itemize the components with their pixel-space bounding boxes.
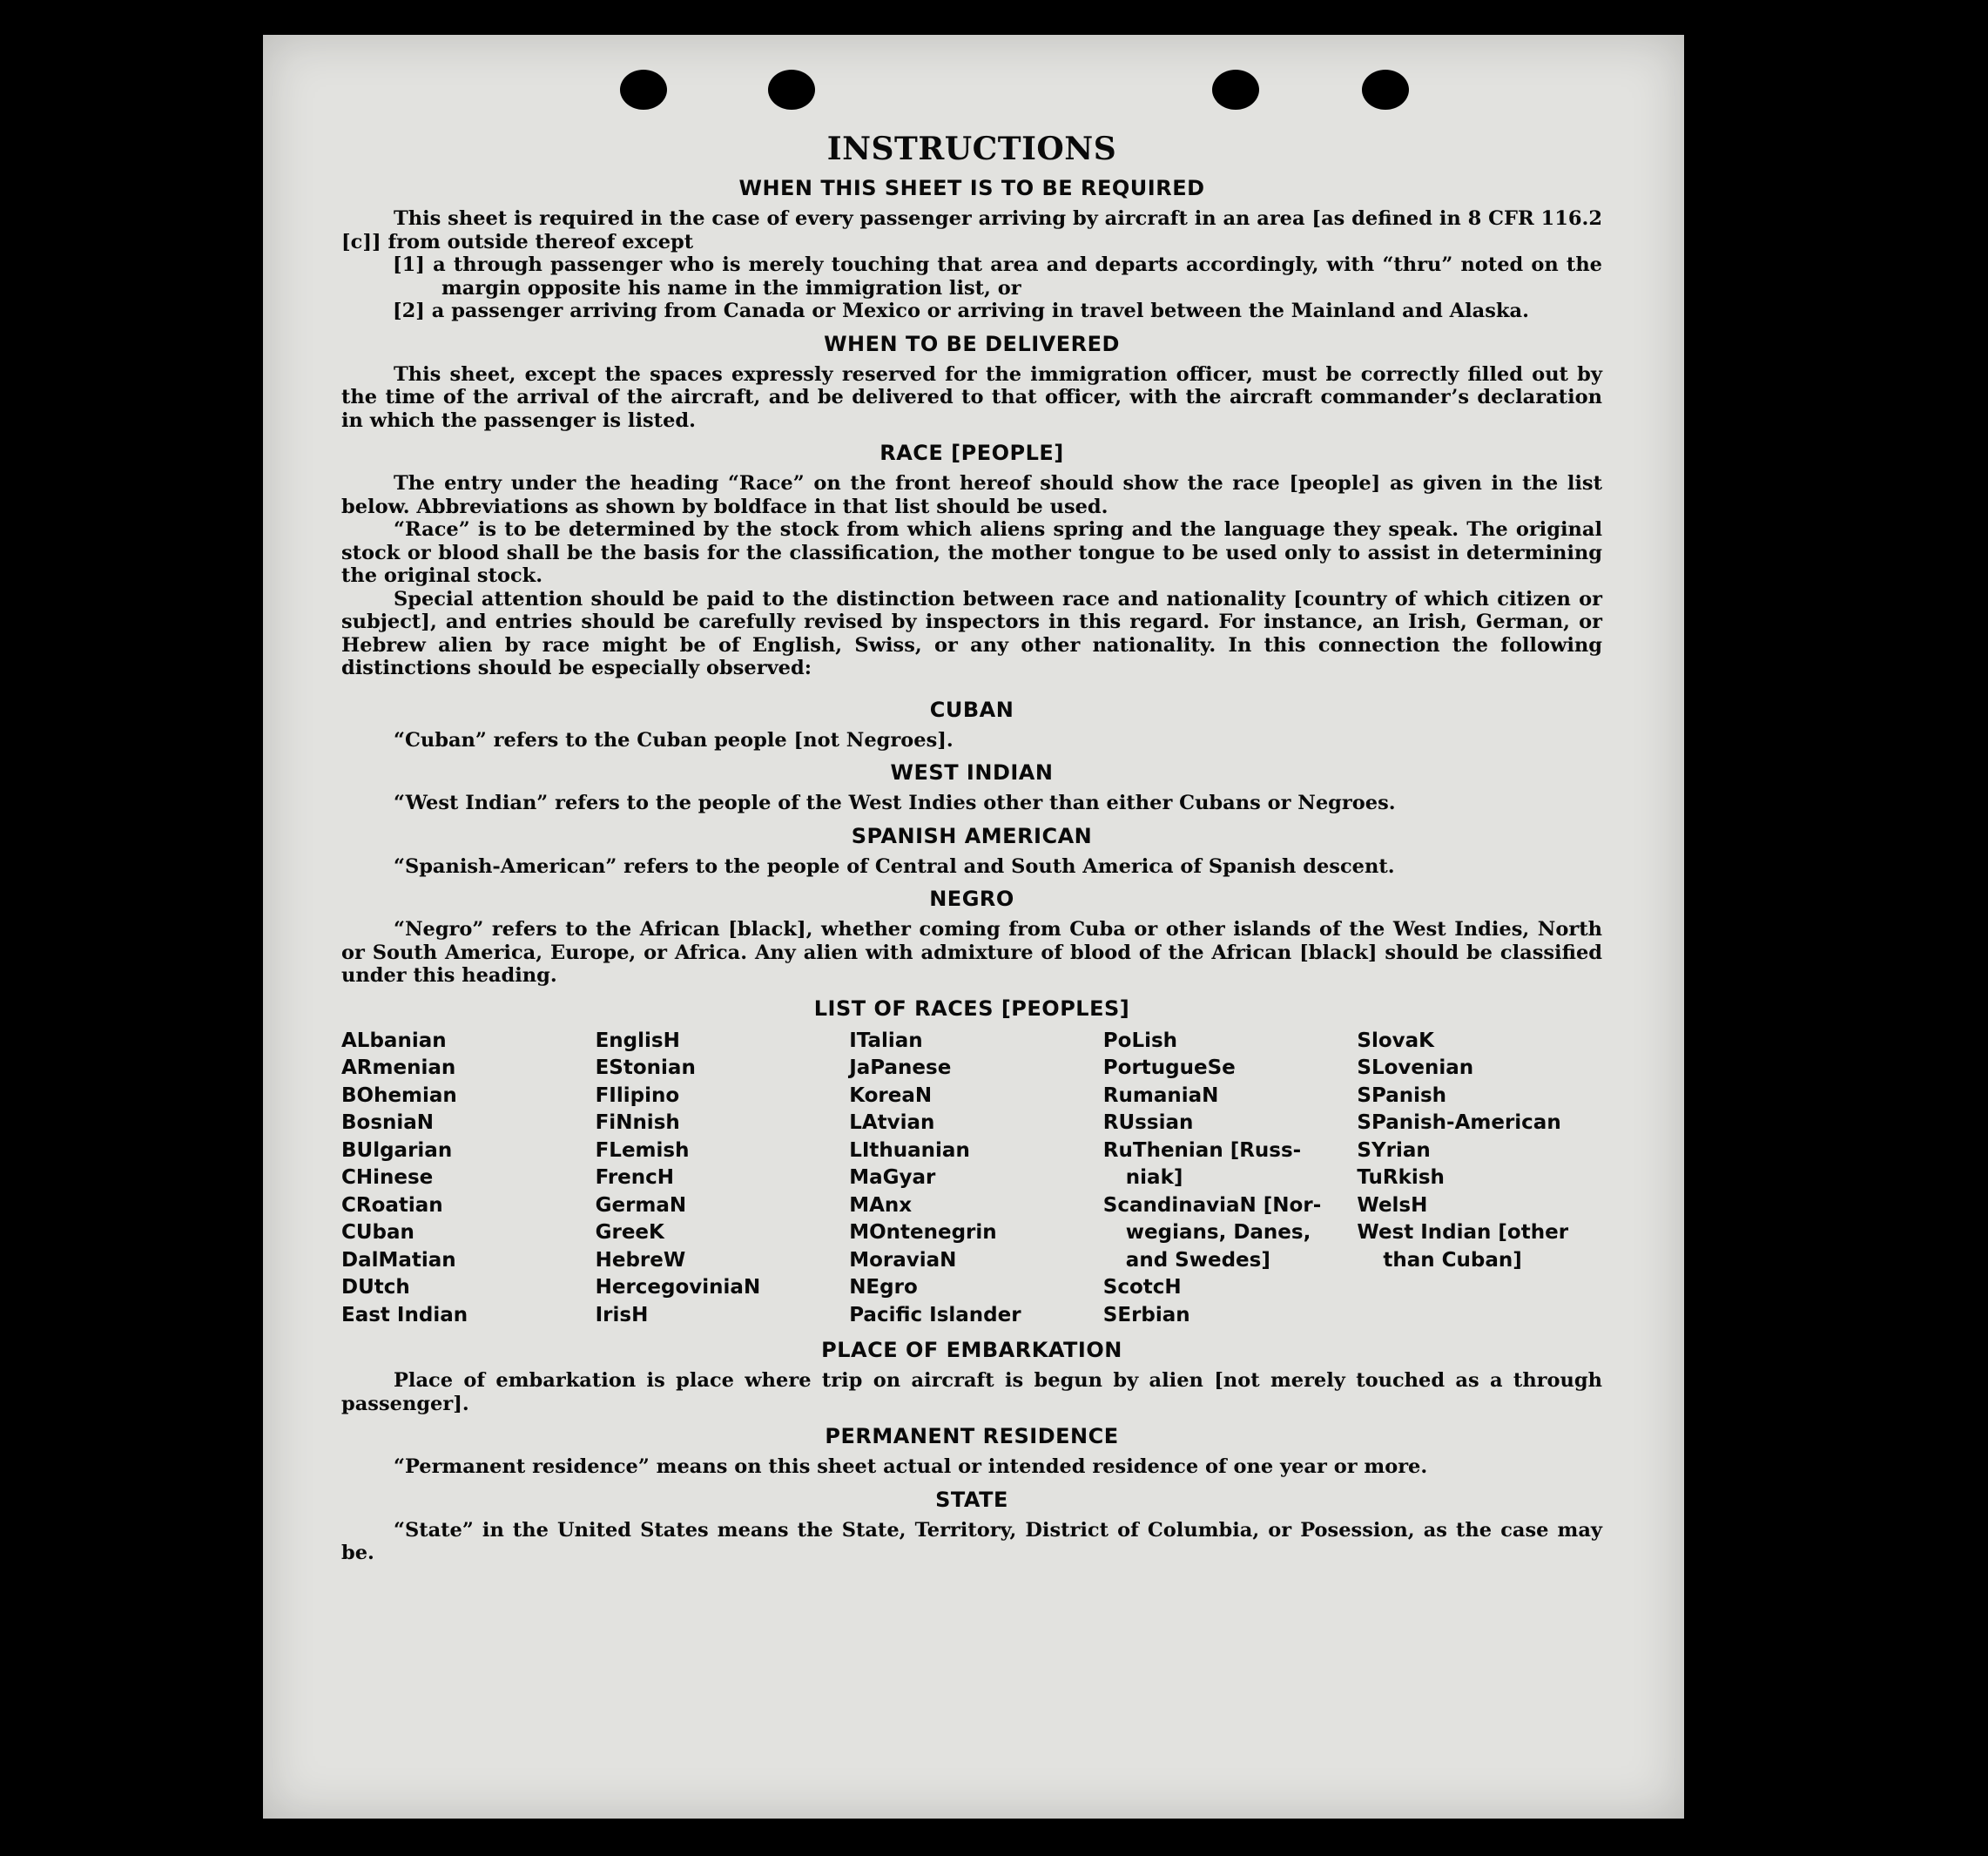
race-item: ALbanian xyxy=(341,1029,447,1052)
paragraph: “State” in the United States means the State, Territory, District of Columbia, or Posession, as the case may be. xyxy=(341,1518,1602,1564)
paragraph: Special attention should be paid to the distinction between race and nationality [country of which citizen or subject], and entries should be carefully revised by inspectors in this regard. For instance, an Irish, German, or Hebrew alien by race might be of English, Swiss, or any other nationality. In this connection the following distinctions should be especially observed: xyxy=(341,587,1602,679)
race-item: RUssian xyxy=(1102,1111,1194,1134)
race-item: SPanish-American xyxy=(1357,1111,1561,1134)
punch-hole xyxy=(1362,70,1409,110)
section-heading-delivered: WHEN TO BE DELIVERED xyxy=(824,331,1120,356)
race-item: MOntenegrin xyxy=(849,1221,997,1244)
section-heading-required: WHEN THIS SHEET IS TO BE REQUIRED xyxy=(738,176,1205,200)
race-item: NEgro xyxy=(849,1276,918,1299)
punch-hole xyxy=(768,70,815,110)
races-column xyxy=(849,1028,1095,1330)
race-item: ARmenian xyxy=(341,1056,456,1079)
race-item: DUtch xyxy=(341,1276,410,1299)
race-item: SYrian xyxy=(1357,1138,1431,1162)
race-item: BOhemian xyxy=(341,1083,457,1107)
section-heading-negro: NEGRO xyxy=(929,887,1014,911)
paragraph: This sheet, except the spaces expressly reserved for the immigration officer, must be correctly filled out by the time of the arrival of the aircraft, and be delivered to that officer, with the aircraft commander’s declaration in which the passenger is listed. xyxy=(341,362,1602,432)
races-column xyxy=(1103,1028,1349,1330)
document-page xyxy=(263,35,1684,1819)
paragraph: Place of embarkation is place where trip on aircraft is begun by alien [not merely touched as a through passenger]. xyxy=(341,1369,1602,1415)
races-column xyxy=(341,1028,587,1330)
race-item: SPanish xyxy=(1357,1083,1447,1107)
race-item: TuRkish xyxy=(1357,1166,1445,1189)
race-item: LIthuanian xyxy=(849,1138,970,1162)
paragraph: “Cuban” refers to the Cuban people [not Negroes]. xyxy=(394,728,954,752)
paragraph: “Race” is to be determined by the stock from which aliens spring and the language they speak. The original stock or blood shall be the basis for the classification, the mother tongue to be used only to assist in determining the original stock. xyxy=(341,518,1602,587)
races-list xyxy=(341,1028,1602,1330)
races-column xyxy=(1357,1028,1602,1330)
race-item: BUlgarian xyxy=(341,1138,453,1162)
section-heading-cuban: CUBAN xyxy=(929,697,1014,722)
race-item: MaGyar xyxy=(849,1166,936,1189)
punch-hole xyxy=(620,70,667,110)
paragraph: “West Indian” refers to the people of the West Indies other than either Cubans or Negroes. xyxy=(394,792,1396,814)
race-item: FiNnish xyxy=(595,1111,680,1134)
list-item: [2] a passenger arriving from Canada or Mexico or arriving in travel between the Mainland and Alaska. xyxy=(393,300,1529,322)
section-heading-embarkation: PLACE OF EMBARKATION xyxy=(821,1338,1122,1362)
paragraph: “Spanish-American” refers to the people of Central and South America of Spanish descent. xyxy=(394,854,1395,878)
race-item: CUban xyxy=(341,1221,414,1244)
paragraph: “Permanent residence” means on this sheet actual or intended residence of one year or more. xyxy=(394,1455,1428,1478)
race-item: and Swedes] xyxy=(1125,1248,1270,1272)
race-item: wegians, Danes, xyxy=(1125,1221,1311,1244)
race-item: SErbian xyxy=(1102,1303,1190,1326)
section-heading-list-of-races: LIST OF RACES [PEOPLES] xyxy=(813,995,1130,1021)
section-heading-state: STATE xyxy=(935,1487,1008,1512)
race-item: ITalian xyxy=(849,1029,923,1052)
race-item: MAnx xyxy=(849,1193,913,1217)
race-item: PoLish xyxy=(1102,1029,1178,1052)
race-item: DalMatian xyxy=(341,1248,456,1272)
race-item: FIlipino xyxy=(595,1083,680,1107)
race-item: BosniaN xyxy=(341,1111,435,1134)
race-item: HercegoviniaN xyxy=(595,1276,761,1299)
race-item: than Cuban] xyxy=(1383,1248,1522,1272)
section-heading-west-indian: WEST INDIAN xyxy=(890,760,1054,785)
race-item: FLemish xyxy=(595,1138,690,1162)
race-item: CHinese xyxy=(341,1166,434,1189)
races-column xyxy=(596,1028,841,1330)
instructions-content xyxy=(341,131,1602,1565)
race-item: East Indian xyxy=(341,1303,468,1326)
race-item: KoreaN xyxy=(849,1083,933,1107)
paragraph: “Negro” refers to the African [black], whether coming from Cuba or other islands of the West Indies, North or South America, Europe, or Africa. Any alien with admixture of blood of the African [black] should be classified under this heading. xyxy=(341,918,1602,987)
race-item: GreeK xyxy=(595,1221,664,1244)
race-item: RumaniaN xyxy=(1102,1083,1219,1107)
section-heading-residence: PERMANENT RESIDENCE xyxy=(825,1424,1119,1448)
race-item: SLovenian xyxy=(1357,1056,1474,1079)
race-item: EStonian xyxy=(595,1056,696,1079)
race-item: SlovaK xyxy=(1357,1029,1434,1052)
race-item: FrencH xyxy=(595,1166,675,1189)
section-heading-spanish-american: SPANISH AMERICAN xyxy=(851,823,1093,848)
race-item: EnglisH xyxy=(595,1029,680,1052)
race-item: Pacific Islander xyxy=(849,1303,1021,1326)
race-item: MoraviaN xyxy=(849,1248,957,1272)
page-title: INSTRUCTIONS xyxy=(826,131,1117,167)
race-item: niak] xyxy=(1125,1166,1183,1189)
section-heading-race: RACE [PEOPLE] xyxy=(879,441,1064,465)
race-item: GermaN xyxy=(595,1193,687,1217)
paragraph: The entry under the heading “Race” on the front hereof should show the race [people] as given in the list below. Abbreviations as shown by boldface in that list should be used. xyxy=(341,472,1602,518)
list-item: [1] a through passenger who is merely touching that area and departs accordingly, with “thru” noted on the margin opposite his name in the immigration list, or xyxy=(393,253,1602,300)
punch-hole xyxy=(1212,70,1259,110)
race-item: HebreW xyxy=(595,1248,686,1272)
race-item: ScotcH xyxy=(1102,1276,1182,1299)
race-item: ScandinaviaN [Nor- xyxy=(1102,1193,1322,1217)
race-item: IrisH xyxy=(595,1303,649,1326)
paragraph: This sheet is required in the case of every passenger arriving by aircraft in an area [as defined in 8 CFR 116.2 [c]] from outside thereof except xyxy=(341,207,1602,253)
race-item: RuThenian [Russ- xyxy=(1102,1138,1302,1162)
race-item: WelsH xyxy=(1357,1193,1428,1217)
race-item: LAtvian xyxy=(849,1111,935,1134)
race-item: PortugueSe xyxy=(1102,1056,1236,1079)
race-item: West Indian [other xyxy=(1357,1221,1569,1244)
race-item: CRoatian xyxy=(341,1193,443,1217)
race-item: JaPanese xyxy=(849,1056,952,1079)
